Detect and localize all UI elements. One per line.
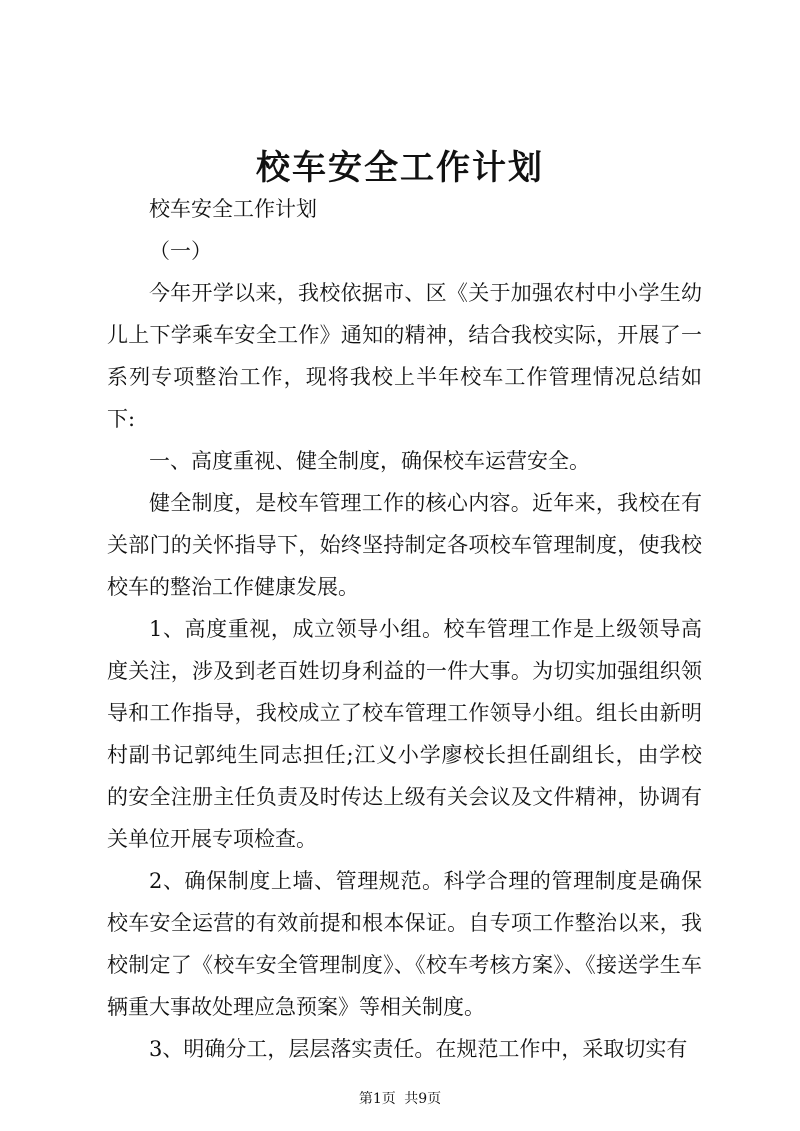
body-paragraph: 2、确保制度上墙、管理规范。科学合理的管理制度是确保校车安全运营的有效前提和根本保证。自专项工作整治以来，我校制定了《校车安全管理制度》、《校车考核方案》、《接送学生车辆重大事故处理应急预案》等相关制度。	[107, 869, 702, 1019]
document-title: 校车安全工作计划	[256, 148, 544, 188]
section-number-paragraph: （一）	[149, 239, 212, 263]
page-footer	[0, 1088, 800, 1108]
body-paragraph: 健全制度，是校车管理工作的核心内容。近年来，我校在有关部门的关怀指导下，始终坚持制定各项校车管理制度，使我校校车的整治工作健康发展。	[107, 491, 702, 599]
body-paragraph: 3、明确分工，层层落实责任。在规范工作中，采取切实有	[149, 1037, 688, 1061]
subtitle-paragraph: 校车安全工作计划	[149, 197, 317, 221]
section-heading-paragraph: 一、高度重视、健全制度，确保校车运营安全。	[149, 449, 590, 473]
body-paragraph: 1、高度重视，成立领导小组。校车管理工作是上级领导高度关注，涉及到老百姓切身利益的一件大事。为切实加强组织领导和工作指导，我校成立了校车管理工作领导小组。组长由新明村副书记郭纯生同志担任;江义小学廖校长担任副组长，由学校的安全注册主任负责及时传达上级有关会议及文件精神，协调有关单位开展专项检查。	[107, 617, 702, 851]
page-number: 第1页	[358, 1091, 396, 1107]
document-body	[107, 188, 702, 1070]
page-total: 共9页	[404, 1091, 442, 1107]
body-paragraph: 今年开学以来，我校依据市、区《关于加强农村中小学生幼儿上下学乘车安全工作》通知的精神，结合我校实际，开展了一系列专项整治工作，现将我校上半年校车工作管理情况总结如下:	[107, 281, 702, 431]
